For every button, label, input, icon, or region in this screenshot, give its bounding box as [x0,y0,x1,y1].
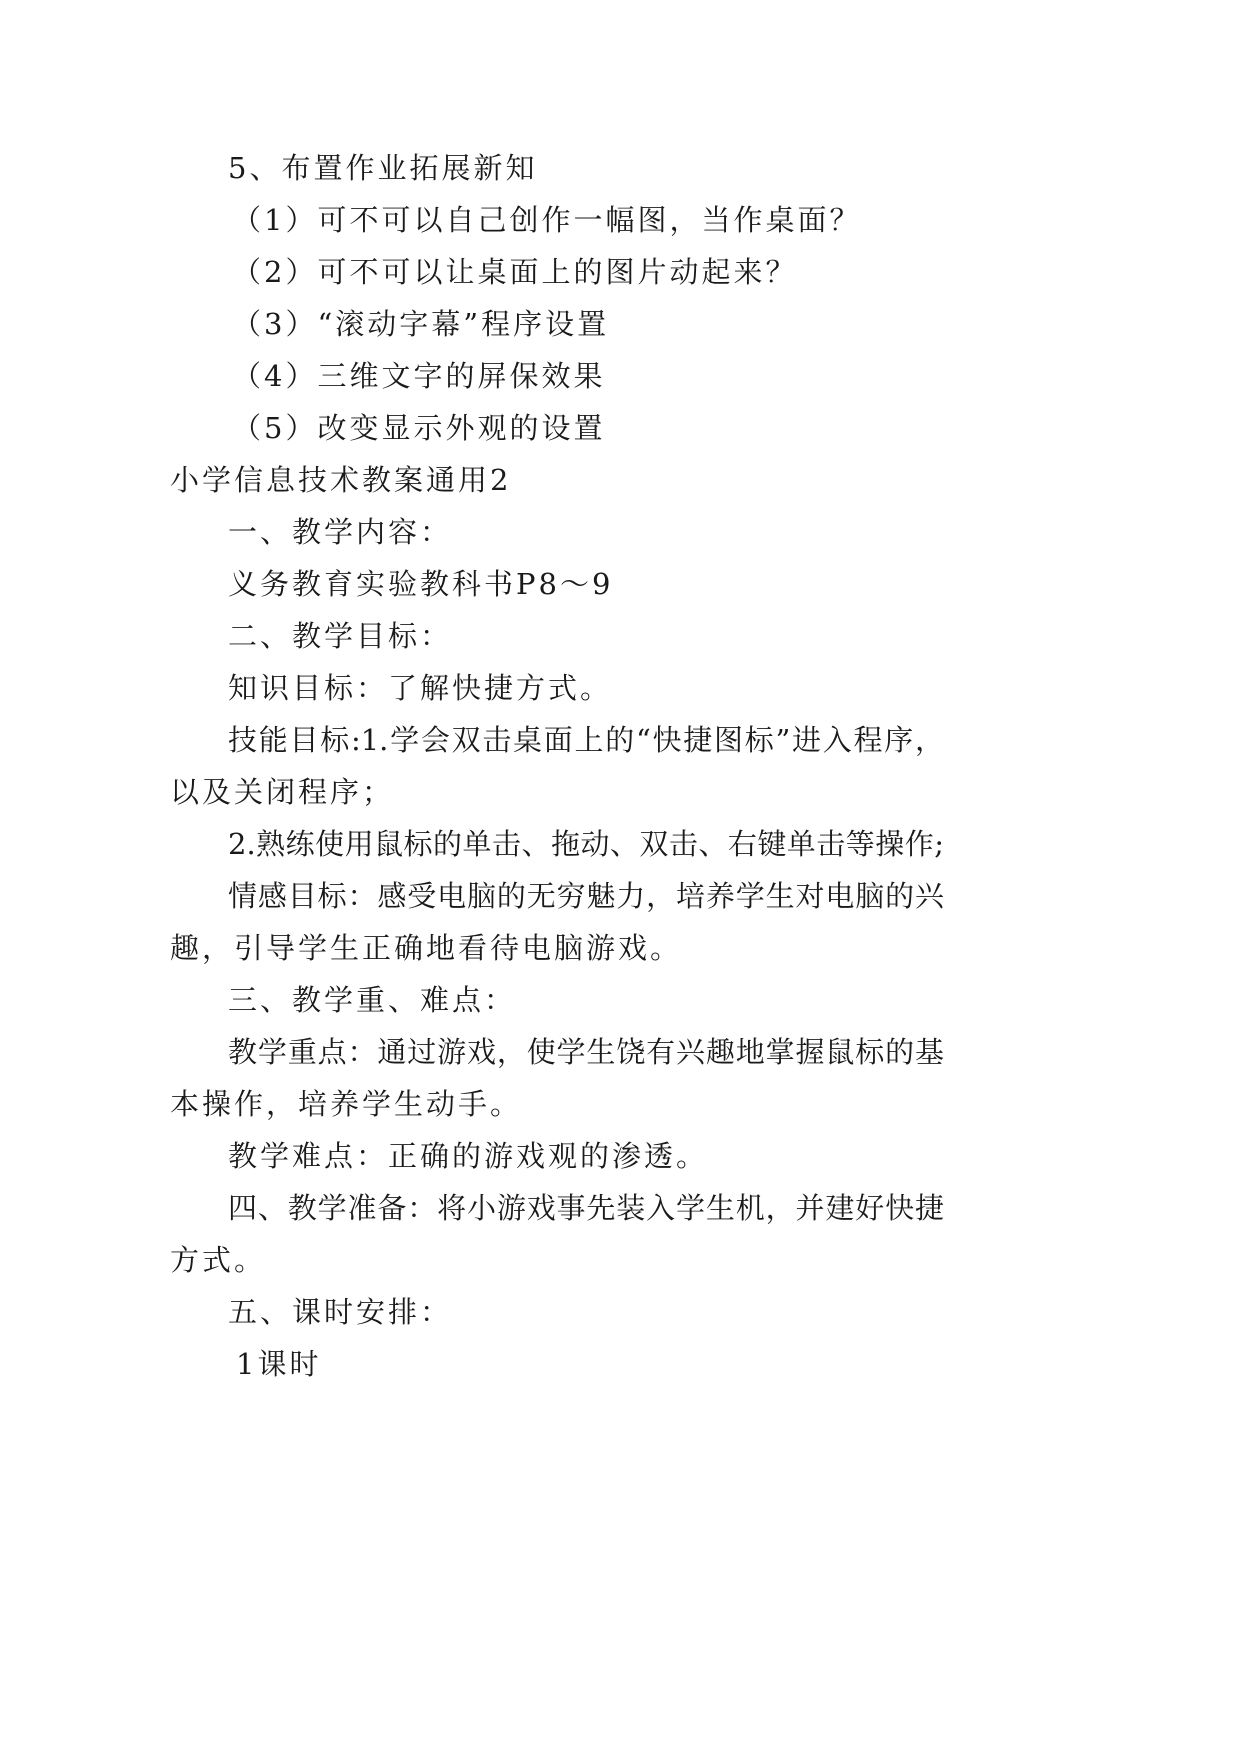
content-text: 义务教育实验教科书P8～9 [228,567,614,601]
homework-heading: 5、布置作业拓展新知 [228,151,538,185]
knowledge-goal: 知识目标：了解快捷方式。 [228,671,613,705]
emotion-goal-line: 趣，引导学生正确地看待电脑游戏。 [170,931,683,965]
homework-item: （3）“滚动字幕”程序设置 [232,307,610,341]
schedule-heading: 五、课时安排： [228,1295,453,1329]
homework-item: （4）三维文字的屏保效果 [232,359,606,393]
content-heading: 一、教学内容： [228,515,453,549]
skill-goal-line: 以及关闭程序； [170,775,395,809]
difficulty-text: 教学难点：正确的游戏观的渗透。 [228,1139,709,1173]
homework-item: （2）可不可以让桌面上的图片动起来？ [232,255,798,289]
homework-item: （1）可不可以自己创作一幅图，当作桌面？ [232,203,862,237]
key-point-line: 教学重点：通过游戏，使学生饶有兴趣地掌握鼠标的基 [228,1035,944,1069]
key-points-heading: 三、教学重、难点： [228,983,517,1017]
section-title: 小学信息技术教案通用2 [170,463,512,497]
emotion-goal-line: 情感目标：感受电脑的无穷魅力，培养学生对电脑的兴 [228,879,944,913]
skill-goal-line: 2.熟练使用鼠标的单击、拖动、双击、右键单击等操作; [228,827,944,861]
prep-line: 四、教学准备：将小游戏事先装入学生机，并建好快捷 [228,1191,944,1225]
skill-goal-line: 技能目标:1.学会双击桌面上的“快捷图标”进入程序， [228,723,944,757]
key-point-line: 本操作，培养学生动手。 [170,1087,523,1121]
schedule-text: 1课时 [236,1347,322,1381]
homework-item: （5）改变显示外观的设置 [232,411,606,445]
prep-line: 方式。 [170,1243,267,1277]
goals-heading: 二、教学目标： [228,619,453,653]
